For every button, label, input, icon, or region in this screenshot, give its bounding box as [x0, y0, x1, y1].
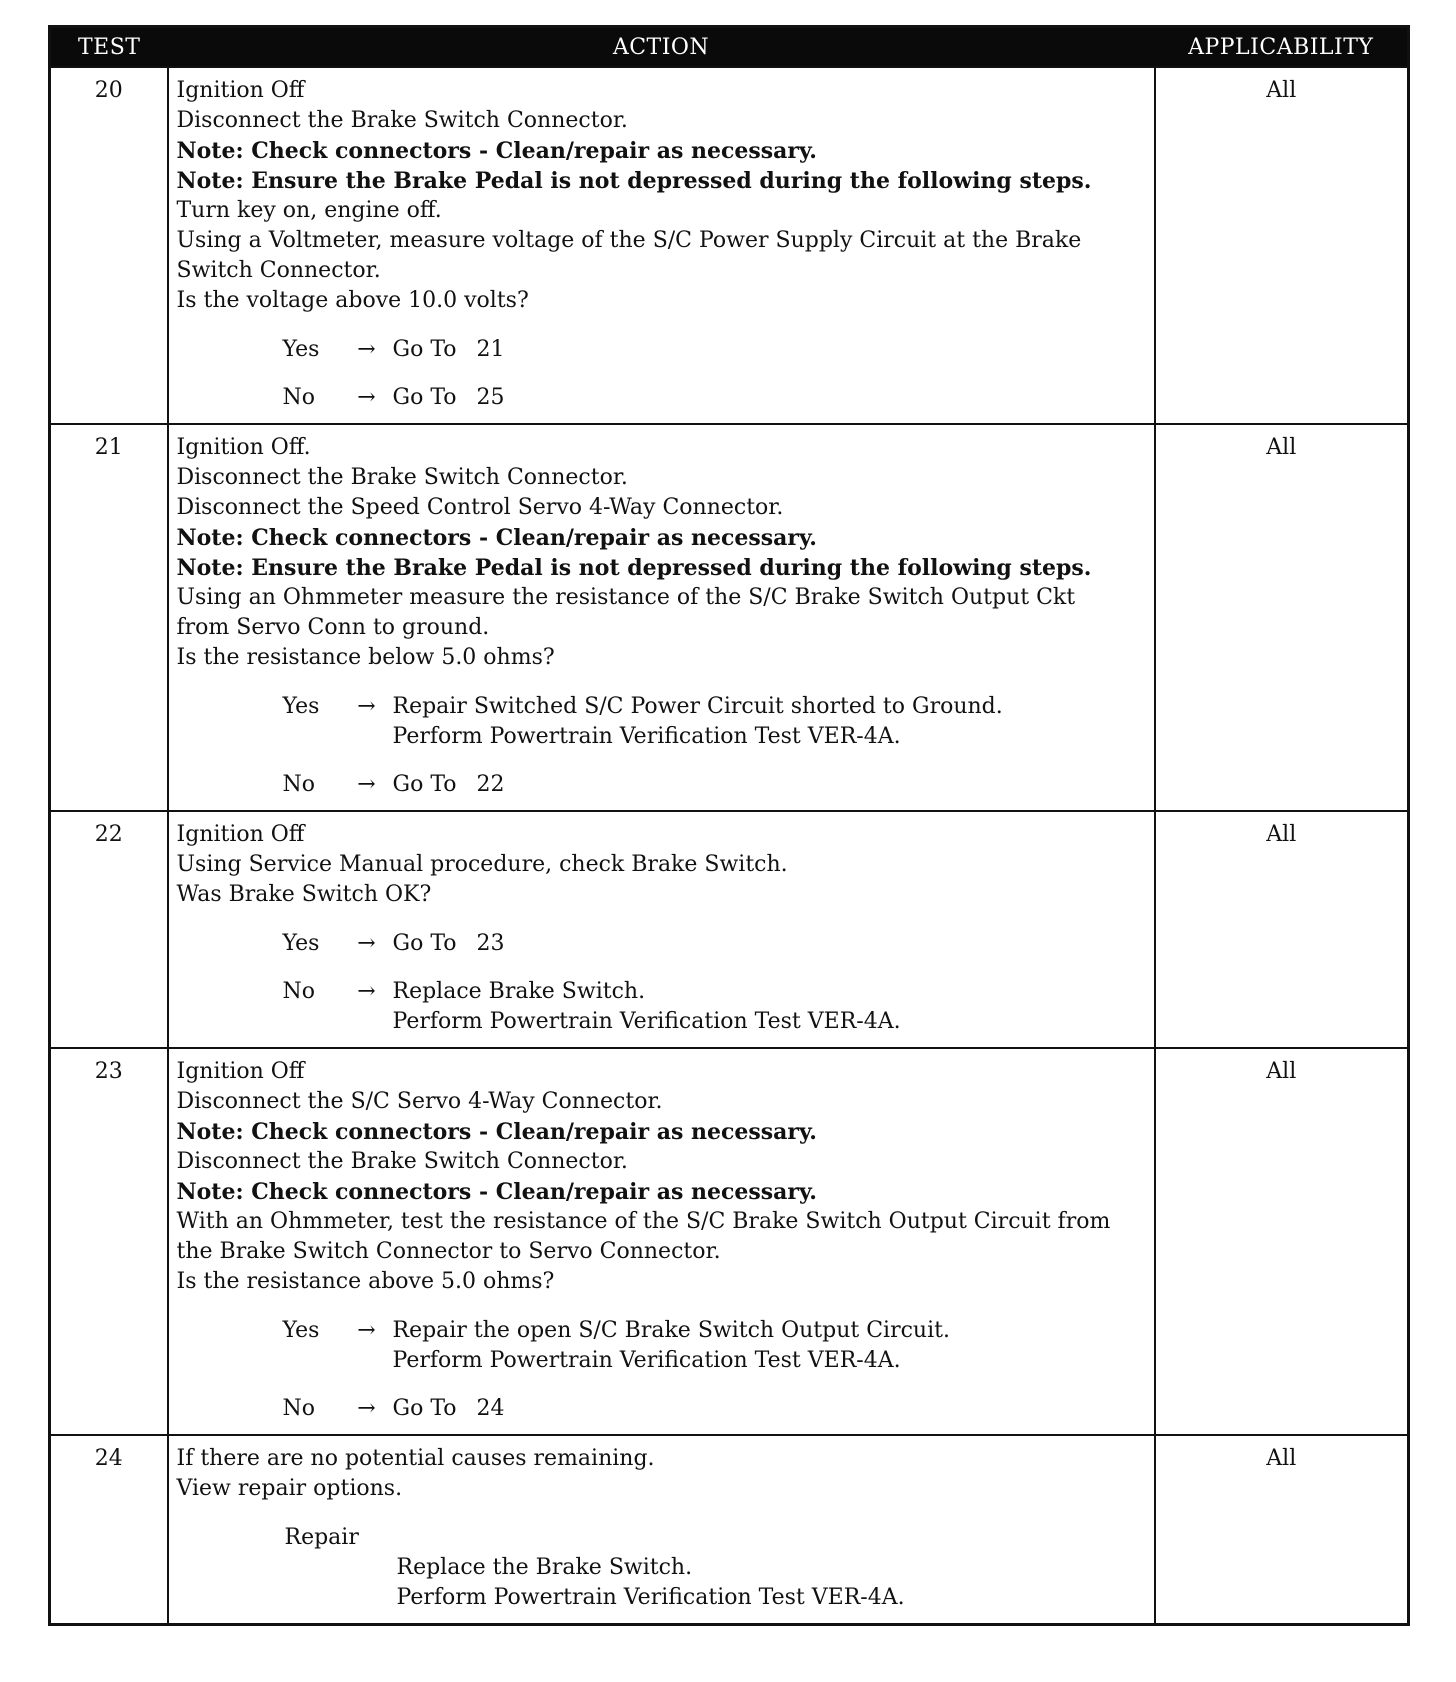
step-line: Ignition Off.: [176, 435, 311, 460]
header-test: TEST: [50, 27, 168, 68]
applicability-value: All: [1155, 1435, 1409, 1625]
table-row: [50, 67, 1409, 424]
outcome-text: Repair Switched S/C Power Circuit shorted to Ground.: [392, 694, 1003, 719]
arrow-right-icon: →: [357, 1396, 376, 1421]
branch-label: No: [282, 1396, 315, 1421]
arrow-right-icon: →: [357, 931, 376, 956]
step-line: Ignition Off: [176, 78, 305, 103]
outcome-line: [393, 770, 505, 800]
outcome-line: [393, 335, 505, 365]
branch-outcome: [393, 335, 505, 365]
applicability-value: All: [1155, 811, 1409, 1048]
outcome-line: [393, 383, 505, 413]
outcome-line: [393, 722, 1003, 752]
test-number: 20: [50, 67, 168, 424]
test-number: 24: [50, 1435, 168, 1625]
table-row: [50, 811, 1409, 1048]
table-row: [50, 1048, 1409, 1435]
applicability-value: All: [1155, 424, 1409, 811]
outcome-line: [393, 1007, 901, 1037]
test-number: 23: [50, 1048, 168, 1435]
outcome-text: Go To: [392, 385, 457, 410]
step-line: Using an Ohmmeter measure the resistance of the S/C Brake Switch Output Ckt: [176, 585, 1076, 610]
branch-no: [177, 770, 1148, 800]
branch-yes: [177, 1316, 1148, 1376]
action-cell: [168, 1048, 1155, 1435]
branch-outcome: [393, 1316, 950, 1376]
step-line: Disconnect the Speed Control Servo 4-Way Connector.: [176, 495, 784, 520]
step-line: Is the resistance below 5.0 ohms?: [176, 645, 555, 670]
step-line: Turn key on, engine off.: [176, 198, 442, 223]
step-line: Is the voltage above 10.0 volts?: [176, 288, 529, 313]
repair-steps: [285, 1553, 1148, 1613]
outcome-text: Go To: [392, 931, 457, 956]
table-header-row: [50, 27, 1409, 68]
outcome-line: [393, 1346, 950, 1376]
step-line: Disconnect the Brake Switch Connector.: [176, 1149, 628, 1174]
note-line: Note: Ensure the Brake Pedal is not depressed during the following steps.: [176, 555, 1092, 581]
step-line: Using a Voltmeter, measure voltage of the S/C Power Supply Circuit at the Brake: [176, 228, 1082, 253]
outcome-line: [393, 1316, 950, 1346]
step-line: Ignition Off: [176, 822, 305, 847]
table-row: [50, 424, 1409, 811]
step-line: Disconnect the Brake Switch Connector.: [176, 108, 628, 133]
action-cell: [168, 424, 1155, 811]
header-applicability: APPLICABILITY: [1155, 27, 1409, 68]
test-number: 22: [50, 811, 168, 1048]
note-line: Note: Check connectors - Clean/repair as necessary.: [176, 1179, 817, 1205]
branch-no: [177, 1394, 1148, 1424]
branch-label: Yes: [282, 337, 320, 362]
step-line: from Servo Conn to ground.: [176, 615, 490, 640]
outcome-text: Go To: [392, 772, 457, 797]
branch-label: No: [282, 979, 315, 1004]
applicability-value: All: [1155, 67, 1409, 424]
branch-outcome: [393, 383, 505, 413]
outcome-text: Replace Brake Switch.: [392, 979, 646, 1004]
action-cell: [168, 811, 1155, 1048]
branch-yes: [177, 929, 1148, 959]
diagnostic-test-table: [48, 25, 1410, 1626]
table-body: [50, 67, 1409, 1625]
outcome-line: [393, 929, 505, 959]
repair-label: Repair: [284, 1525, 359, 1550]
table-row: [50, 1435, 1409, 1625]
arrow-right-icon: →: [357, 694, 376, 719]
note-line: Note: Check connectors - Clean/repair as necessary.: [176, 138, 817, 164]
branch-outcome: [393, 692, 1003, 752]
step-line: If there are no potential causes remaining.: [176, 1446, 655, 1471]
branch-yes: [177, 335, 1148, 365]
outcome-text: Go To: [392, 1396, 457, 1421]
step-line: Disconnect the S/C Servo 4-Way Connector.: [176, 1089, 663, 1114]
branch-yes: [177, 692, 1148, 752]
repair-step: Replace the Brake Switch.: [396, 1555, 693, 1580]
step-line: Using Service Manual procedure, check Brake Switch.: [176, 852, 788, 877]
outcome-line: [393, 977, 901, 1007]
arrow-right-icon: →: [357, 979, 376, 1004]
repair-options: [177, 1523, 1148, 1613]
goto-test-number: 25: [476, 385, 505, 410]
arrow-right-icon: →: [357, 337, 376, 362]
header-action: ACTION: [168, 27, 1155, 68]
step-line: View repair options.: [176, 1476, 403, 1501]
branch-outcome: [393, 977, 901, 1037]
note-line: Note: Check connectors - Clean/repair as necessary.: [176, 525, 817, 551]
outcome-line: [393, 1394, 505, 1424]
goto-test-number: 24: [476, 1396, 505, 1421]
arrow-right-icon: →: [357, 772, 376, 797]
note-line: Note: Ensure the Brake Pedal is not depressed during the following steps.: [176, 168, 1092, 194]
note-line: Note: Check connectors - Clean/repair as necessary.: [176, 1119, 817, 1145]
applicability-value: All: [1155, 1048, 1409, 1435]
branch-label: Yes: [282, 694, 320, 719]
action-cell: [168, 67, 1155, 424]
branch-label: Yes: [282, 1318, 320, 1343]
outcome-text: Repair the open S/C Brake Switch Output Circuit.: [392, 1318, 950, 1343]
arrow-right-icon: →: [357, 1318, 376, 1343]
test-number: 21: [50, 424, 168, 811]
goto-test-number: 22: [476, 772, 505, 797]
arrow-right-icon: →: [357, 385, 376, 410]
branch-outcome: [393, 770, 505, 800]
branch-label: No: [282, 772, 315, 797]
outcome-text: Go To: [392, 337, 457, 362]
outcome-text: Perform Powertrain Verification Test VER-4A.: [392, 1009, 901, 1034]
branch-label: Yes: [282, 931, 320, 956]
step-line: Disconnect the Brake Switch Connector.: [176, 465, 628, 490]
step-line: the Brake Switch Connector to Servo Connector.: [176, 1239, 721, 1264]
step-line: Ignition Off: [176, 1059, 305, 1084]
branch-outcome: [393, 1394, 505, 1424]
branch-label: No: [282, 385, 315, 410]
action-cell: [168, 1435, 1155, 1625]
goto-test-number: 23: [476, 931, 505, 956]
branch-outcome: [393, 929, 505, 959]
goto-test-number: 21: [476, 337, 505, 362]
step-line: With an Ohmmeter, test the resistance of the S/C Brake Switch Output Circuit from: [176, 1209, 1111, 1234]
step-line: Switch Connector.: [176, 258, 381, 283]
outcome-line: [393, 692, 1003, 722]
branch-no: [177, 977, 1148, 1037]
step-line: Is the resistance above 5.0 ohms?: [176, 1269, 555, 1294]
outcome-text: Perform Powertrain Verification Test VER-4A.: [392, 724, 901, 749]
outcome-text: Perform Powertrain Verification Test VER-4A.: [392, 1348, 901, 1373]
repair-step: Perform Powertrain Verification Test VER-4A.: [396, 1585, 905, 1610]
branch-no: [177, 383, 1148, 413]
step-line: Was Brake Switch OK?: [176, 882, 432, 907]
